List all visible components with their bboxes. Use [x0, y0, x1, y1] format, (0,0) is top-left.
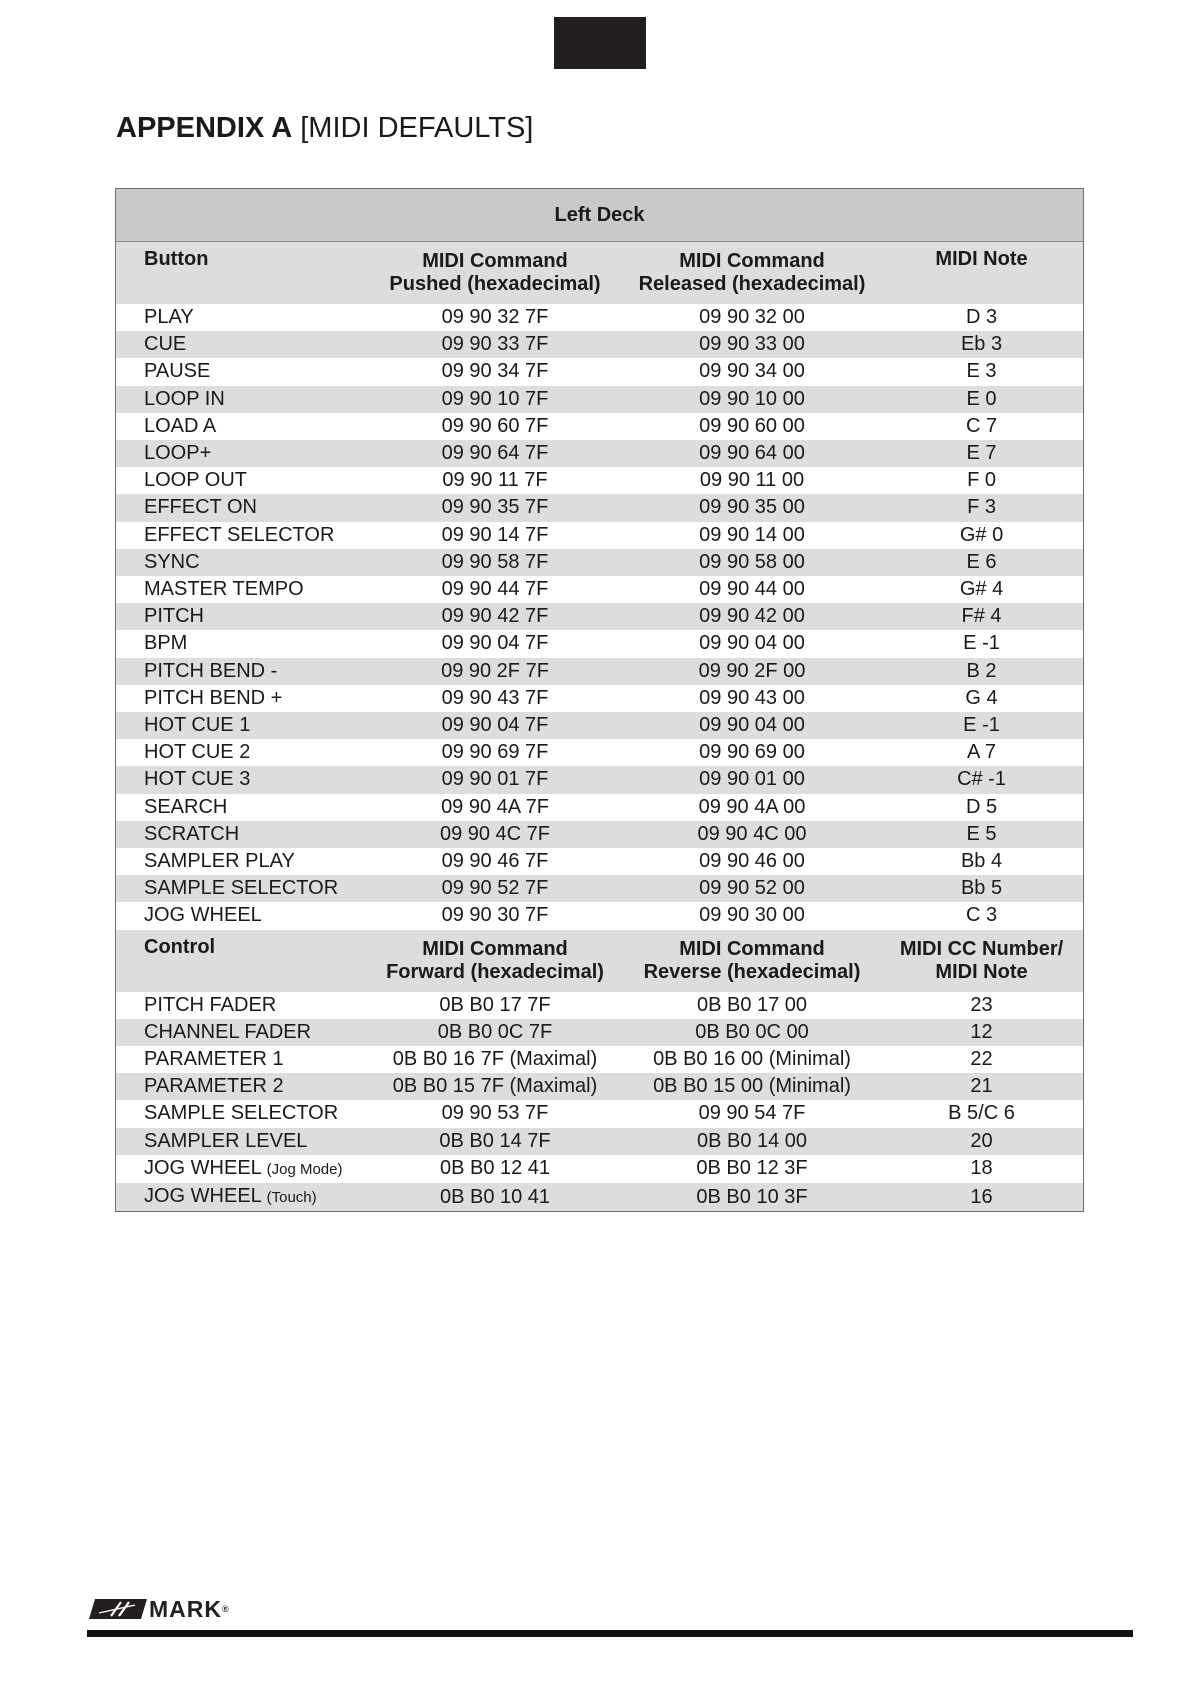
control-row	[116, 1019, 1083, 1046]
note-cell: E -1	[880, 712, 1083, 739]
cc-number-cell: 20	[880, 1128, 1083, 1155]
pushed-cell: 09 90 64 7F	[366, 440, 624, 467]
button-header-row	[116, 242, 1083, 305]
button-row	[116, 331, 1083, 358]
button-name-cell: SCRATCH	[116, 821, 366, 848]
pushed-cell: 09 90 30 7F	[366, 902, 624, 929]
note-cell: Eb 3	[880, 331, 1083, 358]
cc-number-cell: B 5/C 6	[880, 1100, 1083, 1127]
reverse-col-header-line-2: Reverse (hexadecimal)	[643, 960, 861, 983]
button-row	[116, 304, 1083, 331]
note-cell: E 3	[880, 358, 1083, 385]
cc-number-cell: 22	[880, 1046, 1083, 1073]
pushed-cell: 09 90 32 7F	[366, 304, 624, 331]
cc-number-cell: 16	[880, 1183, 1083, 1211]
pushed-cell: 09 90 11 7F	[366, 467, 624, 494]
forward-col-header	[366, 930, 624, 992]
note-cell: C 3	[880, 902, 1083, 929]
button-row	[116, 576, 1083, 603]
control-row	[116, 992, 1083, 1019]
button-name-cell: LOOP IN	[116, 386, 366, 413]
forward-cell: 09 90 53 7F	[366, 1100, 624, 1127]
cc-number-cell: 12	[880, 1019, 1083, 1046]
released-cell: 09 90 52 00	[624, 875, 880, 902]
button-name-cell: MASTER TEMPO	[116, 576, 366, 603]
released-cell: 09 90 34 00	[624, 358, 880, 385]
released-cell: 09 90 60 00	[624, 413, 880, 440]
released-cell: 09 90 42 00	[624, 603, 880, 630]
control-name: PITCH FADER	[144, 993, 277, 1016]
button-row	[116, 494, 1083, 521]
deck-title-row	[116, 189, 1083, 242]
control-name: PARAMETER 1	[144, 1048, 284, 1071]
note-cell: F 0	[880, 467, 1083, 494]
button-col-header: Button	[116, 242, 366, 305]
button-name-cell: PLAY	[116, 304, 366, 331]
button-name-cell: HOT CUE 2	[116, 739, 366, 766]
note-cell: Bb 5	[880, 875, 1083, 902]
note-cell: G 4	[880, 685, 1083, 712]
forward-col-header-line-2: Forward (hexadecimal)	[386, 960, 604, 983]
pushed-cell: 09 90 35 7F	[366, 494, 624, 521]
note-cell: E 0	[880, 386, 1083, 413]
pushed-cell: 09 90 58 7F	[366, 549, 624, 576]
released-cell: 09 90 69 00	[624, 739, 880, 766]
button-name-cell: BPM	[116, 630, 366, 657]
button-row	[116, 685, 1083, 712]
button-row	[116, 522, 1083, 549]
deck-title: Left Deck	[116, 189, 1083, 242]
pushed-cell: 09 90 34 7F	[366, 358, 624, 385]
control-name-cell	[116, 1019, 366, 1046]
button-name-cell: LOOP+	[116, 440, 366, 467]
pushed-cell: 09 90 4A 7F	[366, 794, 624, 821]
released-col-header	[624, 242, 880, 305]
page-title	[116, 112, 533, 145]
cc-col-header-line-2: MIDI Note	[935, 960, 1028, 983]
control-row	[116, 1100, 1083, 1127]
released-cell: 09 90 46 00	[624, 848, 880, 875]
button-row	[116, 603, 1083, 630]
note-cell: E 6	[880, 549, 1083, 576]
button-name-cell: CUE	[116, 331, 366, 358]
forward-col-header-line-1: MIDI Command	[422, 937, 568, 960]
released-cell: 09 90 44 00	[624, 576, 880, 603]
reverse-cell: 0B B0 15 00 (Minimal)	[624, 1073, 880, 1100]
note-cell: E -1	[880, 630, 1083, 657]
released-cell: 09 90 32 00	[624, 304, 880, 331]
button-name-cell: PAUSE	[116, 358, 366, 385]
trademark-symbol: ®	[222, 1604, 229, 1614]
button-name-cell: LOAD A	[116, 413, 366, 440]
cc-col-header	[880, 930, 1083, 992]
button-row	[116, 766, 1083, 793]
reverse-cell: 0B B0 16 00 (Minimal)	[624, 1046, 880, 1073]
released-cell: 09 90 10 00	[624, 386, 880, 413]
pushed-cell: 09 90 01 7F	[366, 766, 624, 793]
button-row	[116, 386, 1083, 413]
released-cell: 09 90 58 00	[624, 549, 880, 576]
forward-cell: 0B B0 12 41	[366, 1155, 624, 1183]
pushed-cell: 09 90 69 7F	[366, 739, 624, 766]
button-name-cell: PITCH BEND -	[116, 658, 366, 685]
reverse-col-header	[624, 930, 880, 992]
note-cell: F 3	[880, 494, 1083, 521]
cc-number-cell: 21	[880, 1073, 1083, 1100]
released-cell: 09 90 2F 00	[624, 658, 880, 685]
pushed-cell: 09 90 14 7F	[366, 522, 624, 549]
forward-cell: 0B B0 16 7F (Maximal)	[366, 1046, 624, 1073]
button-name-cell: PITCH	[116, 603, 366, 630]
pushed-cell: 09 90 33 7F	[366, 331, 624, 358]
control-name: JOG WHEEL	[144, 1185, 262, 1208]
control-name: SAMPLER LEVEL	[144, 1129, 308, 1152]
released-cell: 09 90 4C 00	[624, 821, 880, 848]
footer-rule	[87, 1630, 1133, 1637]
note-cell: E 7	[880, 440, 1083, 467]
note-cell: E 5	[880, 821, 1083, 848]
released-cell: 09 90 04 00	[624, 630, 880, 657]
released-cell: 09 90 35 00	[624, 494, 880, 521]
released-cell: 09 90 11 00	[624, 467, 880, 494]
pushed-cell: 09 90 10 7F	[366, 386, 624, 413]
button-row	[116, 467, 1083, 494]
cc-number-cell: 23	[880, 992, 1083, 1019]
button-row	[116, 358, 1083, 385]
released-cell: 09 90 01 00	[624, 766, 880, 793]
released-cell: 09 90 43 00	[624, 685, 880, 712]
note-cell: D 3	[880, 304, 1083, 331]
reverse-cell: 0B B0 0C 00	[624, 1019, 880, 1046]
reverse-cell: 0B B0 12 3F	[624, 1155, 880, 1183]
pushed-col-header	[366, 242, 624, 305]
pushed-cell: 09 90 52 7F	[366, 875, 624, 902]
control-mode-note: (Touch)	[266, 1189, 317, 1207]
control-name: CHANNEL FADER	[144, 1020, 312, 1043]
forward-cell: 0B B0 15 7F (Maximal)	[366, 1073, 624, 1100]
button-row	[116, 440, 1083, 467]
note-cell: F# 4	[880, 603, 1083, 630]
midi-table-body	[116, 189, 1083, 1211]
button-name-cell: EFFECT SELECTOR	[116, 522, 366, 549]
control-name: SAMPLE SELECTOR	[144, 1102, 339, 1125]
released-header-line-2: Released (hexadecimal)	[638, 273, 866, 295]
control-header-row	[116, 930, 1083, 992]
button-name-cell: JOG WHEEL	[116, 902, 366, 929]
control-name-cell	[116, 1155, 366, 1183]
button-name-cell: SEARCH	[116, 794, 366, 821]
button-name-cell: SAMPLE SELECTOR	[116, 875, 366, 902]
control-name-cell	[116, 992, 366, 1019]
page-title-rest: [MIDI DEFAULTS]	[292, 112, 534, 144]
mark-logo-icon	[89, 1599, 147, 1619]
page-tab-marker	[554, 17, 646, 69]
pushed-cell: 09 90 60 7F	[366, 413, 624, 440]
control-col-header: Control	[116, 930, 366, 992]
button-row	[116, 739, 1083, 766]
pushed-cell: 09 90 04 7F	[366, 630, 624, 657]
button-row	[116, 630, 1083, 657]
control-name-cell	[116, 1100, 366, 1127]
reverse-cell: 0B B0 14 00	[624, 1128, 880, 1155]
released-cell: 09 90 4A 00	[624, 794, 880, 821]
pushed-cell: 09 90 43 7F	[366, 685, 624, 712]
released-cell: 09 90 33 00	[624, 331, 880, 358]
pushed-cell: 09 90 4C 7F	[366, 821, 624, 848]
forward-cell: 0B B0 0C 7F	[366, 1019, 624, 1046]
released-cell: 09 90 14 00	[624, 522, 880, 549]
button-row	[116, 875, 1083, 902]
control-mode-note: (Jog Mode)	[266, 1160, 343, 1178]
mark-logo-word: MARK	[149, 1596, 222, 1622]
control-name-cell	[116, 1073, 366, 1100]
control-name: JOG WHEEL	[144, 1156, 262, 1179]
note-cell: Bb 4	[880, 848, 1083, 875]
note-cell: D 5	[880, 794, 1083, 821]
button-row	[116, 712, 1083, 739]
released-header-line-1: MIDI Command	[679, 250, 825, 272]
button-name-cell: PITCH BEND +	[116, 685, 366, 712]
control-name: PARAMETER 2	[144, 1075, 284, 1098]
button-name-cell: HOT CUE 3	[116, 766, 366, 793]
forward-cell: 0B B0 17 7F	[366, 992, 624, 1019]
forward-cell: 0B B0 10 41	[366, 1183, 624, 1211]
page-title-bold: APPENDIX A	[116, 112, 293, 144]
pushed-header-line-2: Pushed (hexadecimal)	[389, 273, 601, 295]
reverse-cell: 09 90 54 7F	[624, 1100, 880, 1127]
note-cell: B 2	[880, 658, 1083, 685]
control-row	[116, 1155, 1083, 1183]
control-row	[116, 1046, 1083, 1073]
pushed-cell: 09 90 2F 7F	[366, 658, 624, 685]
control-row	[116, 1073, 1083, 1100]
button-row	[116, 902, 1083, 929]
note-cell: A 7	[880, 739, 1083, 766]
button-name-cell: SAMPLER PLAY	[116, 848, 366, 875]
button-name-cell: HOT CUE 1	[116, 712, 366, 739]
button-name-cell: LOOP OUT	[116, 467, 366, 494]
forward-cell: 0B B0 14 7F	[366, 1128, 624, 1155]
reverse-cell: 0B B0 10 3F	[624, 1183, 880, 1211]
cc-col-header-line-1: MIDI CC Number/	[899, 937, 1064, 960]
button-row	[116, 848, 1083, 875]
note-cell: C# -1	[880, 766, 1083, 793]
note-cell: G# 4	[880, 576, 1083, 603]
control-name-cell	[116, 1128, 366, 1155]
button-row	[116, 794, 1083, 821]
button-row	[116, 658, 1083, 685]
released-cell: 09 90 04 00	[624, 712, 880, 739]
control-row	[116, 1128, 1083, 1155]
reverse-cell: 0B B0 17 00	[624, 992, 880, 1019]
note-col-header: MIDI Note	[880, 242, 1083, 305]
mark-logo-text	[149, 1596, 229, 1622]
button-name-cell: EFFECT ON	[116, 494, 366, 521]
mark-logo	[89, 1596, 229, 1622]
released-cell: 09 90 64 00	[624, 440, 880, 467]
button-row	[116, 549, 1083, 576]
reverse-col-header-line-1: MIDI Command	[679, 937, 825, 960]
control-row	[116, 1183, 1083, 1211]
midi-defaults-table	[115, 188, 1084, 1212]
note-cell: G# 0	[880, 522, 1083, 549]
pushed-cell: 09 90 42 7F	[366, 603, 624, 630]
control-name-cell	[116, 1183, 366, 1211]
button-row	[116, 413, 1083, 440]
pushed-cell: 09 90 44 7F	[366, 576, 624, 603]
pushed-cell: 09 90 04 7F	[366, 712, 624, 739]
button-name-cell: SYNC	[116, 549, 366, 576]
button-row	[116, 821, 1083, 848]
pushed-cell: 09 90 46 7F	[366, 848, 624, 875]
note-cell: C 7	[880, 413, 1083, 440]
cc-number-cell: 18	[880, 1155, 1083, 1183]
pushed-header-line-1: MIDI Command	[422, 250, 568, 272]
released-cell: 09 90 30 00	[624, 902, 880, 929]
control-name-cell	[116, 1046, 366, 1073]
